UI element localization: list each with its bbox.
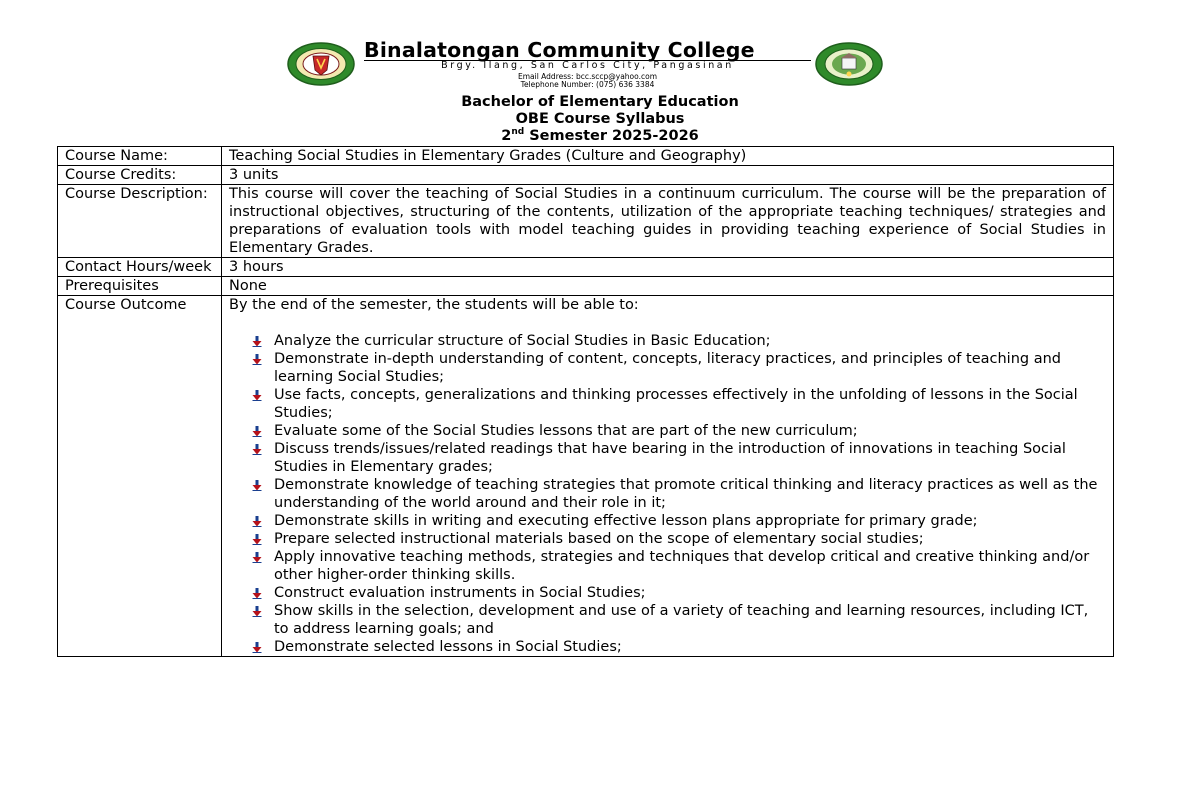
outcome-item bbox=[252, 602, 1106, 638]
outcome-text: Use facts, concepts, generalizations and thinking processes effectively in the unfolding of lessons in the Social Studies; bbox=[274, 387, 1078, 421]
semester-title bbox=[0, 128, 1200, 145]
arrow-down-bullet-icon bbox=[252, 336, 262, 347]
outcome-item bbox=[252, 440, 1106, 476]
arrow-down-bullet-icon bbox=[252, 480, 262, 491]
arrow-down-bullet-icon bbox=[252, 606, 262, 617]
row-description bbox=[58, 185, 1114, 258]
city-seal-logo bbox=[815, 42, 883, 86]
outcome-item bbox=[252, 476, 1106, 512]
outcome-text: Show skills in the selection, development and use of a variety of teaching and learning resources, including ICT, to address learning goals; and bbox=[274, 603, 1089, 637]
outcome-item bbox=[252, 638, 1106, 656]
outcome-item bbox=[252, 350, 1106, 386]
college-email: Email Address: bcc.sccp@yahoo.com bbox=[517, 72, 657, 81]
college-phone: Telephone Number: (075) 636 3384 bbox=[520, 80, 655, 89]
college-seal-logo bbox=[287, 42, 355, 86]
arrow-down-bullet-icon bbox=[252, 552, 262, 563]
outcome-item bbox=[252, 386, 1106, 422]
outcome-text: Demonstrate knowledge of teaching strategies that promote critical thinking and literacy practices as well as the understanding of the world around and their role in it; bbox=[274, 477, 1098, 511]
course-name-label: Course Name: bbox=[58, 147, 222, 166]
document-title: OBE Course Syllabus bbox=[515, 111, 685, 127]
arrow-down-bullet-icon bbox=[252, 588, 262, 599]
outcome-text: Demonstrate in-depth understanding of content, concepts, literacy practices, and principles of teaching and learning Social Studies; bbox=[274, 351, 1061, 385]
semester-number: 2 bbox=[501, 128, 512, 144]
outcome-item bbox=[252, 512, 1106, 530]
outcome-intro: By the end of the semester, the students will be able to: bbox=[229, 297, 639, 313]
contact-hours-label: Contact Hours/week bbox=[58, 258, 222, 277]
college-name: Binalatongan Community College bbox=[364, 38, 755, 62]
prerequisites-value: None bbox=[222, 277, 1114, 296]
outcome-text: Evaluate some of the Social Studies lessons that are part of the new curriculum; bbox=[274, 423, 858, 439]
outcome-text: Construct evaluation instruments in Social Studies; bbox=[274, 585, 646, 601]
row-prerequisites bbox=[58, 277, 1114, 296]
contact-hours-value: 3 hours bbox=[222, 258, 1114, 277]
course-outcome-label: Course Outcome bbox=[58, 296, 222, 657]
letterhead bbox=[0, 38, 1200, 88]
semester-rest: Semester 2025-2026 bbox=[524, 128, 699, 144]
course-outcome-value bbox=[222, 296, 1114, 657]
row-course-outcome bbox=[58, 296, 1114, 657]
description-value: This course will cover the teaching of Social Studies in a continuum curriculum. The course will be the preparation of instructional objectives, structuring of the contents, utilization of the appropriate teaching techniques/ strategies and preparations of evaluation tools with model teaching guides in providing teaching experience of Social Studies in Elementary Grades. bbox=[222, 185, 1114, 258]
college-address: Brgy. Ilang, San Carlos City, Pangasinan bbox=[441, 60, 734, 71]
course-name-value: Teaching Social Studies in Elementary Grades (Culture and Geography) bbox=[222, 147, 1114, 166]
outcome-item bbox=[252, 584, 1106, 602]
outcome-list bbox=[229, 332, 1106, 656]
outcome-item bbox=[252, 530, 1106, 548]
arrow-down-bullet-icon bbox=[252, 354, 262, 365]
arrow-down-bullet-icon bbox=[252, 426, 262, 437]
arrow-down-bullet-icon bbox=[252, 390, 262, 401]
outcome-item bbox=[252, 332, 1106, 350]
arrow-down-bullet-icon bbox=[252, 444, 262, 455]
outcome-text: Discuss trends/issues/related readings that have bearing in the introduction of innovations in teaching Social Studies in Elementary grades; bbox=[274, 441, 1066, 475]
outcome-text: Demonstrate skills in writing and executing effective lesson plans appropriate for primary grade; bbox=[274, 513, 978, 529]
row-course-name bbox=[58, 147, 1114, 166]
credits-label: Course Credits: bbox=[58, 166, 222, 185]
outcome-text: Analyze the curricular structure of Social Studies in Basic Education; bbox=[274, 333, 771, 349]
outcome-text: Prepare selected instructional materials based on the scope of elementary social studies; bbox=[274, 531, 924, 547]
outcome-text: Demonstrate selected lessons in Social Studies; bbox=[274, 639, 622, 655]
description-label: Course Description: bbox=[58, 185, 222, 258]
row-credits bbox=[58, 166, 1114, 185]
outcome-text: Apply innovative teaching methods, strategies and techniques that develop critical and creative thinking and/or other higher-order thinking skills. bbox=[274, 549, 1090, 583]
credits-value: 3 units bbox=[222, 166, 1114, 185]
outcome-item bbox=[252, 548, 1106, 584]
syllabus-table bbox=[57, 146, 1114, 657]
program-title: Bachelor of Elementary Education bbox=[461, 94, 739, 110]
document-titles bbox=[0, 94, 1200, 145]
row-contact-hours bbox=[58, 258, 1114, 277]
arrow-down-bullet-icon bbox=[252, 534, 262, 545]
prerequisites-label: Prerequisites bbox=[58, 277, 222, 296]
semester-suffix: nd bbox=[511, 127, 525, 137]
arrow-down-bullet-icon bbox=[252, 642, 262, 653]
arrow-down-bullet-icon bbox=[252, 516, 262, 527]
outcome-item bbox=[252, 422, 1106, 440]
